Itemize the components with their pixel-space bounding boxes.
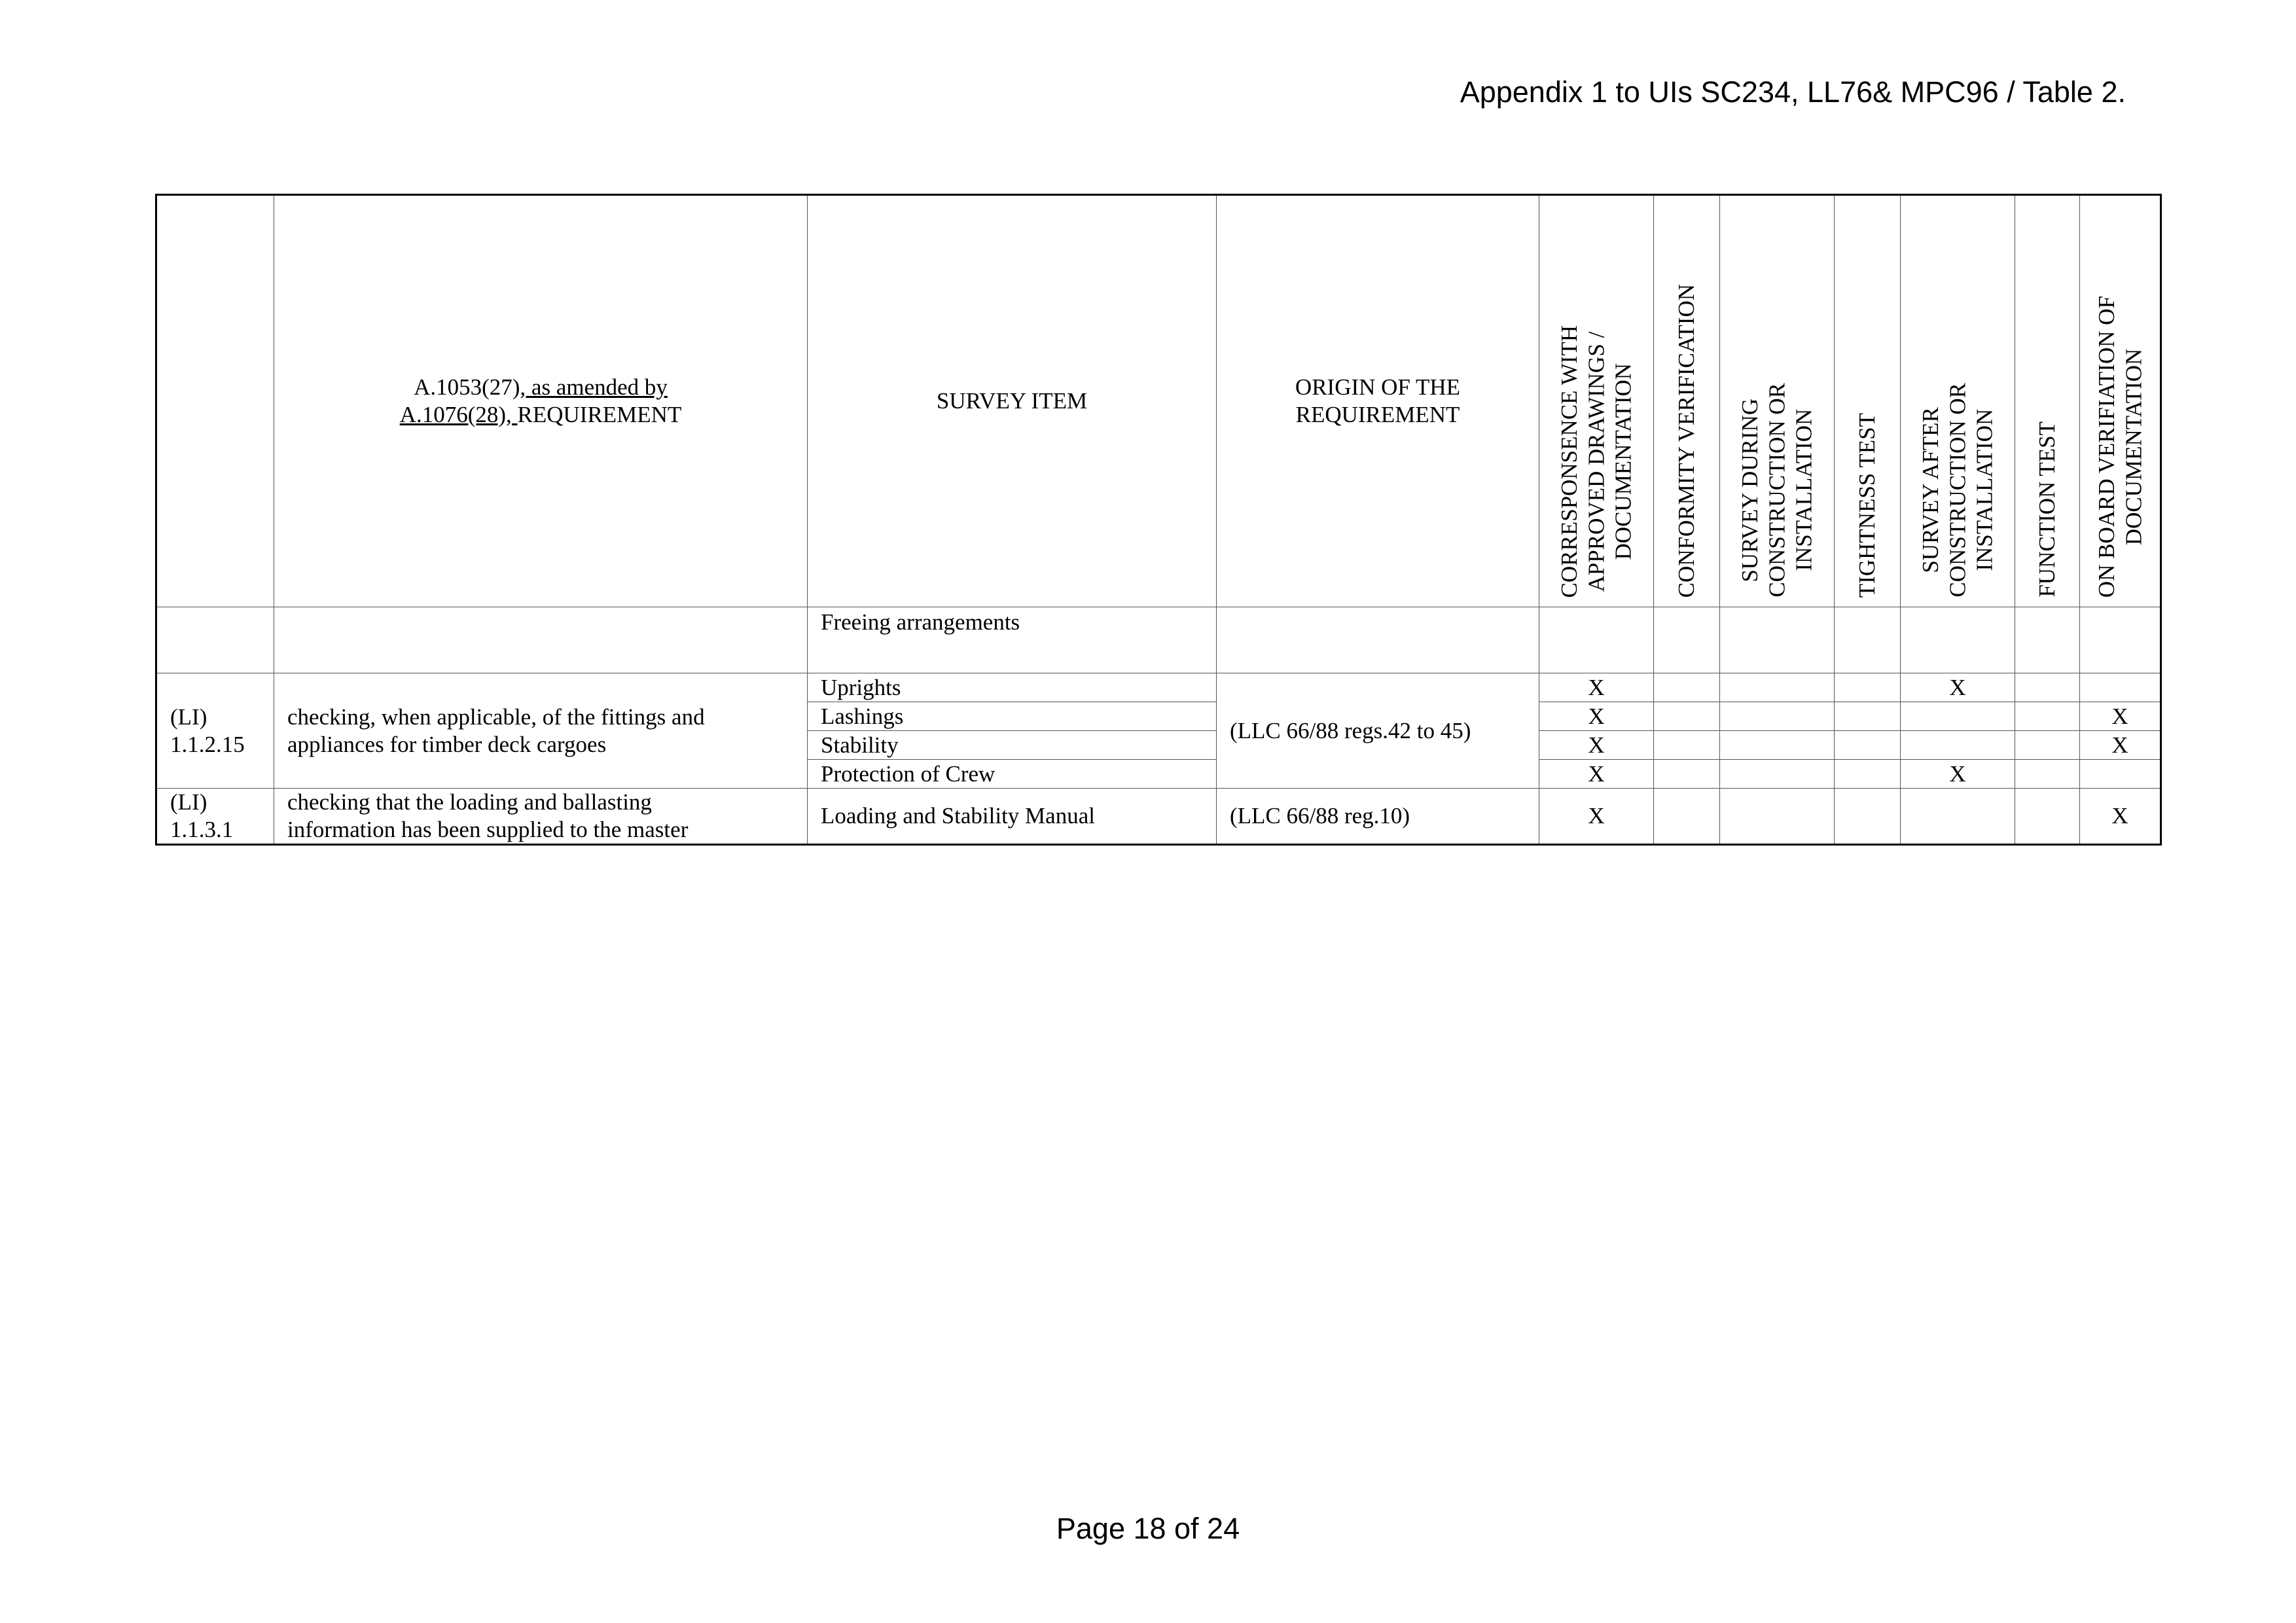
cell-survey-item: Freeing arrangements [808, 607, 1217, 673]
cell-mark [1539, 607, 1654, 673]
cell-survey-item: Stability [808, 731, 1217, 760]
cell-mark [1654, 731, 1720, 760]
table-row-loading-stability [156, 789, 2161, 845]
header-correspondence: CORRESPONSENCE WITH APPROVED DRAWINGS / DOCUMENTATION [1539, 195, 1654, 607]
header-ref [156, 195, 274, 607]
survey-table [155, 194, 2162, 846]
cell-ref: (LI) 1.1.2.15 [156, 673, 274, 789]
header-row [156, 195, 2161, 607]
header-on-board-verification: ON BOARD VERIFIATION OF DOCUMENTATION [2080, 195, 2161, 607]
cell-mark [1835, 760, 1901, 789]
cell-mark [1901, 702, 2015, 731]
cell-mark [1835, 789, 1901, 845]
header-origin: ORIGIN OF THE REQUIREMENT [1217, 195, 1539, 607]
cell-survey-item: Protection of Crew [808, 760, 1217, 789]
cell-mark [1720, 607, 1835, 673]
cell-mark [2015, 731, 2080, 760]
cell-mark [1654, 607, 1720, 673]
header-conformity-verification: CONFORMITY VERIFICATION [1654, 195, 1720, 607]
cell-mark [2015, 702, 2080, 731]
cell-mark: X [1539, 789, 1654, 845]
header-tightness-test: TIGHTNESS TEST [1835, 195, 1901, 607]
cell-mark [1835, 607, 1901, 673]
cell-mark [1720, 760, 1835, 789]
header-survey-item: SURVEY ITEM [808, 195, 1217, 607]
cell-survey-item: Uprights [808, 673, 1217, 702]
cell-requirement: checking that the loading and ballasting information has been supplied to the master [274, 789, 808, 845]
cell-mark: X [1539, 731, 1654, 760]
table-row-uprights [156, 673, 2161, 702]
cell-survey-item: Loading and Stability Manual [808, 789, 1217, 845]
cell-mark: X [2080, 731, 2161, 760]
cell-mark [2080, 607, 2161, 673]
cell-mark: X [1901, 760, 2015, 789]
page-number: Page 18 of 24 [1056, 1512, 1240, 1545]
cell-mark [1720, 673, 1835, 702]
cell-mark [2015, 789, 2080, 845]
cell-empty [156, 607, 274, 673]
cell-mark [1720, 789, 1835, 845]
cell-mark [1835, 673, 1901, 702]
cell-mark [1654, 760, 1720, 789]
cell-requirement: checking, when applicable, of the fittings and appliances for timber deck cargoes [274, 673, 808, 789]
cell-empty [274, 607, 808, 673]
cell-ref: (LI) 1.1.3.1 [156, 789, 274, 845]
header-survey-during-construction: SURVEY DURING CONSTRUCTION OR INSTALLATION [1720, 195, 1835, 607]
cell-mark [2080, 760, 2161, 789]
cell-mark [1654, 673, 1720, 702]
cell-mark: X [1539, 760, 1654, 789]
cell-empty [1217, 607, 1539, 673]
cell-mark [1720, 731, 1835, 760]
cell-mark [2080, 673, 2161, 702]
cell-mark [1901, 731, 2015, 760]
cell-mark [1654, 789, 1720, 845]
cell-mark [2015, 673, 2080, 702]
cell-mark [1720, 702, 1835, 731]
cell-mark [1901, 789, 2015, 845]
cell-mark: X [2080, 789, 2161, 845]
cell-mark: X [2080, 702, 2161, 731]
cell-mark: X [1539, 702, 1654, 731]
cell-mark [1901, 607, 2015, 673]
header-requirement: A.1053(27), as amended by A.1076(28), REQUIREMENT [274, 195, 808, 607]
table-row-freeing [156, 607, 2161, 673]
cell-origin: (LLC 66/88 reg.10) [1217, 789, 1539, 845]
header-survey-after-construction: SURVEY AFTER CONSTRUCTION OR INSTALLATION [1901, 195, 2015, 607]
cell-survey-item: Lashings [808, 702, 1217, 731]
page-header: Appendix 1 to UIs SC234, LL76& MPC96 / Table 2. [1460, 75, 2126, 109]
cell-mark [1835, 731, 1901, 760]
cell-mark [1654, 702, 1720, 731]
cell-origin: (LLC 66/88 regs.42 to 45) [1217, 673, 1539, 789]
cell-mark: X [1901, 673, 2015, 702]
cell-mark [2015, 607, 2080, 673]
header-function-test: FUNCTION TEST [2015, 195, 2080, 607]
cell-mark: X [1539, 673, 1654, 702]
cell-mark [2015, 760, 2080, 789]
cell-mark [1835, 702, 1901, 731]
